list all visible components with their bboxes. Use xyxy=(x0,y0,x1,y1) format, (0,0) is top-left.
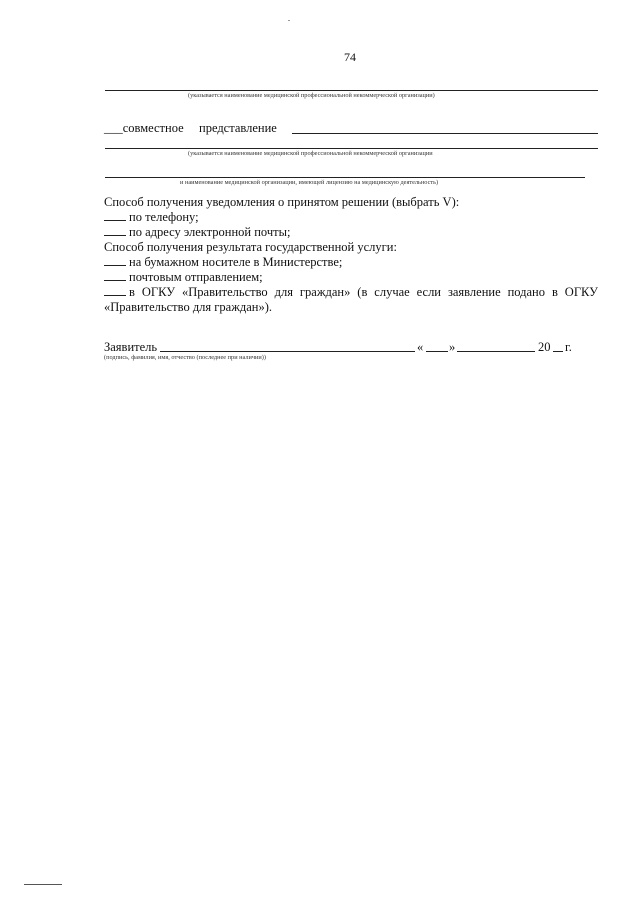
organization-caption: (указывается наименование медицинской профессиональной некоммерческой организации) xyxy=(188,92,435,99)
joint-organization-line[interactable] xyxy=(292,133,598,134)
result-option-government[interactable] xyxy=(104,285,598,315)
year-prefix: 20 xyxy=(538,340,551,354)
year-suffix: г. xyxy=(565,340,572,354)
page-number: 74 xyxy=(344,50,356,64)
joint-submission-row xyxy=(104,121,184,136)
result-option-label: на бумажном носителе в Министерстве; xyxy=(129,255,343,269)
medical-organization-caption: и наименование медицинской организации, имеющей лицензию на медицинскую деятельность) xyxy=(180,179,439,186)
result-heading: Способ получения результата государственной услуги: xyxy=(104,240,397,254)
organization-name-line xyxy=(105,90,598,91)
result-option-label: почтовым отправлением; xyxy=(129,270,263,284)
applicant-signature-line[interactable] xyxy=(160,351,415,352)
notify-option-label: по адресу электронной почты; xyxy=(129,225,291,239)
notify-option-phone[interactable] xyxy=(104,210,199,225)
scan-corner-mark xyxy=(24,884,62,885)
date-open-quote: « xyxy=(417,340,424,354)
checkbox-blank[interactable] xyxy=(104,285,126,296)
joint-word-1: совместное xyxy=(122,121,184,135)
year-suffix-line[interactable] xyxy=(553,351,563,352)
notify-heading: Способ получения уведомления о принятом решении (выбрать V): xyxy=(104,195,460,209)
medical-organization-line[interactable] xyxy=(105,177,585,178)
result-option-mail[interactable] xyxy=(104,270,263,285)
result-option-paper[interactable] xyxy=(104,255,342,270)
notify-option-label: по телефону; xyxy=(129,210,199,224)
joint-organization-line-2[interactable] xyxy=(105,148,598,149)
joint-organization-caption: (указывается наименование медицинской профессиональной некоммерческой организации xyxy=(188,150,433,157)
date-month-line[interactable] xyxy=(457,351,535,352)
signature-caption: (подпись, фамилия, имя, отчество (последнее при наличии)) xyxy=(104,354,266,361)
result-option-label-continued: «Правительство для граждан»). xyxy=(104,300,272,314)
notify-option-email[interactable] xyxy=(104,225,290,240)
checkbox-blank[interactable] xyxy=(104,270,126,281)
applicant-label: Заявитель xyxy=(104,340,158,354)
date-close-quote: » xyxy=(449,340,456,354)
checkbox-blank[interactable] xyxy=(104,210,126,221)
checkbox-blank[interactable] xyxy=(104,225,126,236)
date-day-line[interactable] xyxy=(426,351,448,352)
checkbox-blank[interactable] xyxy=(104,255,126,266)
result-option-label: в ОГКУ «Правительство для граждан» (в случае если заявление подано в ОГКУ xyxy=(129,285,598,299)
scan-speck xyxy=(288,20,290,21)
joint-word-2: представление xyxy=(199,121,277,135)
joint-prefix-blank: ___ xyxy=(104,121,123,135)
